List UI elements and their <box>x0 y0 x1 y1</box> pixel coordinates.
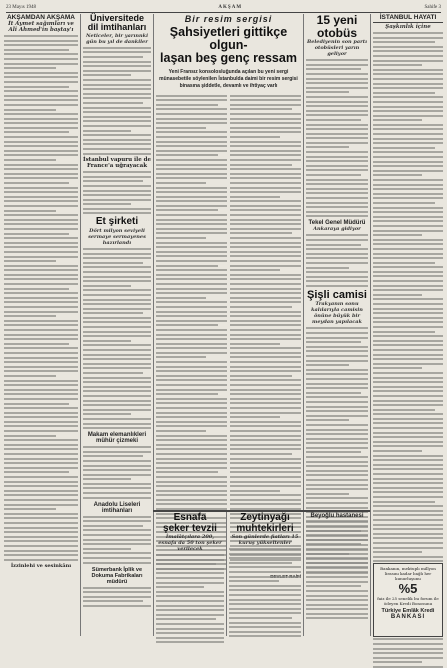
body-text <box>83 171 151 214</box>
article-headline: müdürü <box>106 578 128 585</box>
column-rule <box>303 512 304 636</box>
article-headline: Üniversitede <box>89 13 145 23</box>
page-header <box>6 2 441 13</box>
column-subhead: Şaşkınlık içine <box>385 24 431 30</box>
bank-advertisement <box>373 563 443 637</box>
column-rule <box>153 14 154 636</box>
article-headline: imtihanları <box>101 507 133 514</box>
body-text <box>306 521 368 619</box>
article-subhead: Trakyanın sonu kalılarıyla camisin önüne büyük bir meydan yapılacak <box>311 301 363 326</box>
column-otobus <box>306 14 368 519</box>
body-column <box>156 95 227 573</box>
ad-text: faiz ile 25 senelik bu forum ile ödeyen Kredi Bonosunu <box>377 595 439 607</box>
article-headline: Et şirketi <box>95 216 139 228</box>
article-headline: mühür çizmeki <box>95 438 138 445</box>
ad-bank-name: BANKASI <box>390 614 426 621</box>
header-paper: AKŞAM <box>218 4 243 10</box>
column-subhead: İt Aymet sağımları ve <box>8 21 74 27</box>
article-beyoglu <box>306 513 368 638</box>
body-text <box>83 446 151 499</box>
article-lead: Yeni Fransız konsolosluğunda açılan bu yeni sergi münasebetile söylenilen İstanbulda daimi bir resim sergisi binasına şiddetle, devamlı ve ihtiyaç varlı <box>159 69 298 89</box>
article-headline: Zeytinyağı <box>240 512 290 523</box>
column-rule <box>80 14 81 636</box>
article-headline: Sümerbank İplik ve <box>91 566 143 573</box>
article-headline: Anadolu Liseleri <box>93 501 141 508</box>
body-text <box>156 554 224 643</box>
main-article <box>156 14 301 519</box>
column-university <box>83 14 151 638</box>
article-headline: otobüs <box>317 25 357 40</box>
body-text <box>4 35 78 561</box>
column-istanbul-hayati <box>373 14 443 562</box>
body-text <box>83 47 151 155</box>
article-subhead: Neticeler, bir yarınnki gün bu yıl de dankiler <box>85 32 149 45</box>
ad-bank-name: Türkiye Emlâk Kredi <box>381 608 435 615</box>
body-column <box>230 95 301 573</box>
ad-rate: %5 <box>398 580 418 596</box>
main-headline: laşan beş genç ressam <box>160 51 297 66</box>
article-body <box>156 93 301 573</box>
article-headline: İstanbul vapuru ile de France'a uğrayacak <box>83 157 151 170</box>
header-date: 23 Mayıs 1948 <box>6 4 36 10</box>
article-headline: 15 yeni <box>316 13 358 27</box>
article-headline: Esnafa <box>173 512 207 523</box>
column-rule <box>370 14 371 636</box>
article-headline: Dokuma Fabrikaları <box>91 572 143 579</box>
column-subhead: Ali Ahmed'in baştaş'ı <box>8 27 74 33</box>
article-headline: şeker tevzii <box>163 522 217 534</box>
article-headline: Tekel Genel Müdürü <box>308 220 366 227</box>
article-headline: muhtekirleri <box>236 522 294 534</box>
article-esnafa <box>156 513 224 638</box>
article-headline: Şişli camisi <box>307 288 367 301</box>
column-kicker: AKŞAMDAN AKŞAMA <box>6 14 75 21</box>
article-subhead: Son günlerde fiatları 15 kuruş yükseltenler <box>231 534 299 546</box>
body-text <box>306 234 368 287</box>
header-page: Sahife 3 <box>424 4 441 10</box>
body-text <box>83 587 151 607</box>
body-text <box>229 548 301 637</box>
column-akşamdan-akşama <box>4 14 78 638</box>
article-zeytinyagi <box>229 513 301 638</box>
article-headline: Beyoğlu hastanesi <box>310 513 364 519</box>
article-subhead: Belediyenin son partı otobüsleri yarın geliyor <box>307 39 367 58</box>
ad-text: Bankanın, mektuplı millyon lirasını kadar bağlı her kunurluşunu <box>380 566 436 582</box>
article-headline: dil imtihanları <box>87 22 147 33</box>
body-text <box>306 59 368 217</box>
article-subhead: Dört milyon seviyeli sermaye sermayenes hazırlandı <box>88 227 146 246</box>
article-subhead: İmalâtçılara 200, esnafa da 50 ton şeker verilecek <box>158 534 222 552</box>
body-text <box>83 248 151 429</box>
body-text <box>83 516 151 564</box>
column-kicker: İSTANBUL HAYATI <box>373 14 443 23</box>
article-kicker: Bir resim sergisi <box>184 14 273 24</box>
article-headline: Makam elemanlıkleri <box>87 432 147 439</box>
column-rule <box>226 512 227 636</box>
column-footer: İzzinlehi ve sesinkânı <box>10 563 72 570</box>
article-subhead: Ankaraya gidiyor <box>313 226 361 233</box>
main-headline: Şahsiyetleri gittikçe olgun- <box>169 25 288 53</box>
